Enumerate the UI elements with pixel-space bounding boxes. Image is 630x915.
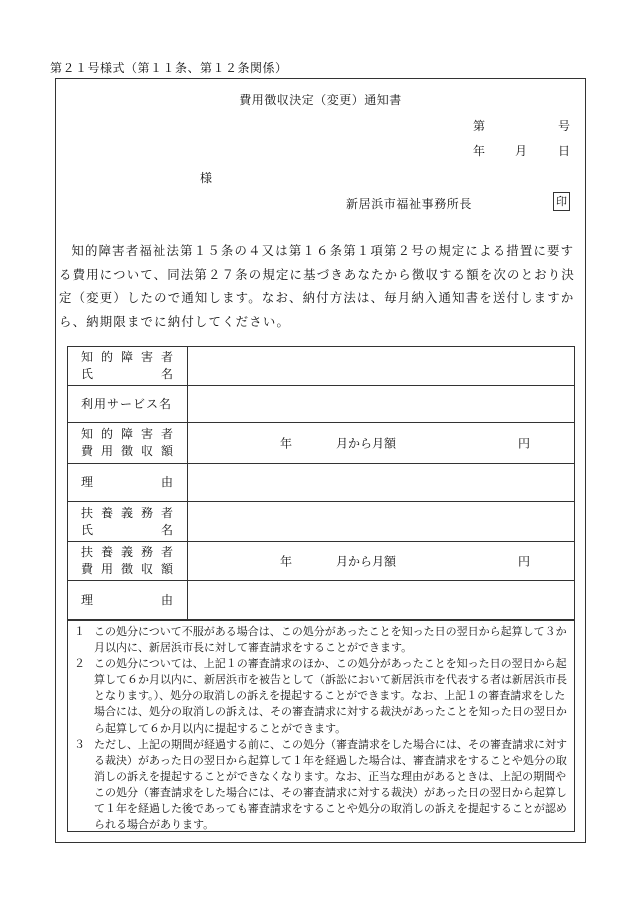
addressee-suffix: 様 [200, 171, 213, 185]
label-char: 養 [100, 545, 113, 559]
label-char: 養 [100, 505, 113, 520]
table-row [68, 423, 575, 464]
note-item [74, 737, 568, 834]
seal-mark: 印 [553, 192, 570, 211]
table-row [68, 464, 575, 502]
amount-year: 年 [280, 436, 293, 451]
notice-form [55, 78, 586, 843]
label-service-name [68, 386, 188, 423]
label-char: 費 [81, 444, 94, 458]
note-text: この処分については、上記１の審査請求のほか、この処分があったことを知った日の翌日から起算して６か月以内に、新居浜市を被告として（訴訟において新居浜市を代表する者は新居浜市長となります。）、処分の取消しの訴えを提起することができます。なお、上記１の審査請求をした場合には、処分の取消しの訴えは、その審査請求に対する裁決があったことを知った日の翌日から起算して６か月以内に提起することができます。 [94, 657, 567, 735]
label-char: 由 [160, 593, 173, 607]
note-item [74, 656, 568, 736]
label-char: 者 [160, 545, 173, 559]
label-char: 者 [160, 350, 173, 364]
table-row [68, 542, 575, 581]
info-table [67, 346, 575, 621]
label-char: 収 [140, 444, 153, 458]
note-number: ３ [74, 737, 85, 751]
label-char: 氏 [81, 522, 94, 537]
label-supporter-amount [68, 542, 188, 581]
form-number: 第２１号様式（第１１条、第１２条関係） [50, 61, 288, 75]
label-person-name [68, 347, 188, 386]
label-char: 義 [120, 505, 133, 520]
body-paragraph [59, 239, 581, 333]
value-supporter-name[interactable] [188, 502, 575, 542]
note-item [74, 624, 568, 656]
label-char: 知 [81, 427, 94, 441]
table-row [68, 386, 575, 423]
label-char: 用 [100, 562, 113, 576]
label-char: 障 [120, 350, 133, 364]
label-char: 的 [100, 427, 113, 441]
amount-month: 月から月額 [336, 436, 397, 451]
number-prefix: 第 [473, 119, 486, 133]
label-char: 用 [100, 444, 113, 458]
label-char: 徴 [120, 444, 133, 458]
label-char: 知 [81, 350, 94, 364]
label-char: 理 [81, 593, 94, 607]
label-char: 務 [140, 505, 153, 520]
number-suffix: 号 [558, 119, 571, 133]
label-char: 由 [160, 475, 173, 489]
document-title: 費用徴収決定（変更）通知書 [239, 93, 402, 107]
note-number: ２ [74, 657, 85, 671]
label-char: 務 [140, 545, 153, 559]
label-reason-1 [68, 464, 188, 502]
table-row [68, 581, 575, 621]
label-char: 的 [100, 350, 113, 364]
label-char: 扶 [81, 505, 94, 520]
label-person-amount [68, 423, 188, 464]
label-char: 者 [160, 427, 173, 441]
label-reason-2 [68, 581, 188, 621]
date-month: 月 [515, 144, 528, 158]
label-char: 害 [140, 350, 153, 364]
amount-month: 月から月額 [336, 554, 397, 569]
amount-yen: 円 [518, 436, 531, 451]
label-char: 名 [160, 367, 173, 381]
value-reason-1[interactable] [188, 464, 575, 502]
service-label: 利用サービス名 [81, 396, 173, 411]
label-char: 額 [160, 444, 173, 458]
amount-yen: 円 [518, 554, 531, 569]
appeal-notes [67, 619, 575, 832]
value-supporter-amount[interactable] [188, 542, 575, 581]
label-char: 名 [160, 522, 173, 537]
issuer-name: 新居浜市福祉事務所長 [346, 197, 473, 211]
label-char: 収 [140, 562, 153, 576]
table-row [68, 502, 575, 542]
label-char: 扶 [81, 545, 94, 559]
value-service-name[interactable] [188, 386, 575, 423]
amount-year: 年 [280, 554, 293, 569]
label-char: 額 [160, 562, 173, 576]
value-person-amount[interactable] [188, 423, 575, 464]
note-text: ただし、上記の期間が経過する前に、この処分（審査請求をした場合には、その審査請求に対する裁決）があった日の翌日から起算して１年を経過した場合は、審査請求をすることや処分の取消しの訴えを提起することができなくなります。なお、正当な理由があるときは、上記の期間やこの処分（審査請求をした場合には、その審査請求に対する裁決）があった日の翌日から起算して１年を経過した後であっても審査請求をすることや処分の取消しの訴えを提起することが認められる場合があります。 [94, 737, 567, 832]
label-char: 氏 [81, 367, 94, 381]
label-char: 障 [120, 427, 133, 441]
label-char: 徴 [120, 562, 133, 576]
value-reason-2[interactable] [188, 581, 575, 621]
label-char: 費 [81, 562, 94, 576]
label-char: 害 [140, 427, 153, 441]
label-supporter-name [68, 502, 188, 542]
note-number: １ [74, 625, 85, 638]
label-char: 義 [120, 545, 133, 559]
body-paragraph-text: 知的障害者福祉法第１５条の４又は第１６条第１項第２号の規定による措置に要する費用について、同法第２７条の規定に基づきあなたから徴収する額を次のとおり決定（変更）したので通知します。なお、納付方法は、毎月納入通知書を送付しますから、納期限までに納付してください。 [59, 243, 575, 329]
value-person-name[interactable] [188, 347, 575, 386]
note-text: この処分について不服がある場合は、この処分があったことを知った日の翌日から起算して３か月以内に、新居浜市長に対して審査請求をすることができます。 [94, 625, 567, 655]
date-year: 年 [473, 144, 486, 158]
date-day: 日 [558, 144, 571, 158]
table-row [68, 347, 575, 386]
label-char: 者 [160, 505, 173, 520]
label-char: 理 [81, 475, 94, 489]
